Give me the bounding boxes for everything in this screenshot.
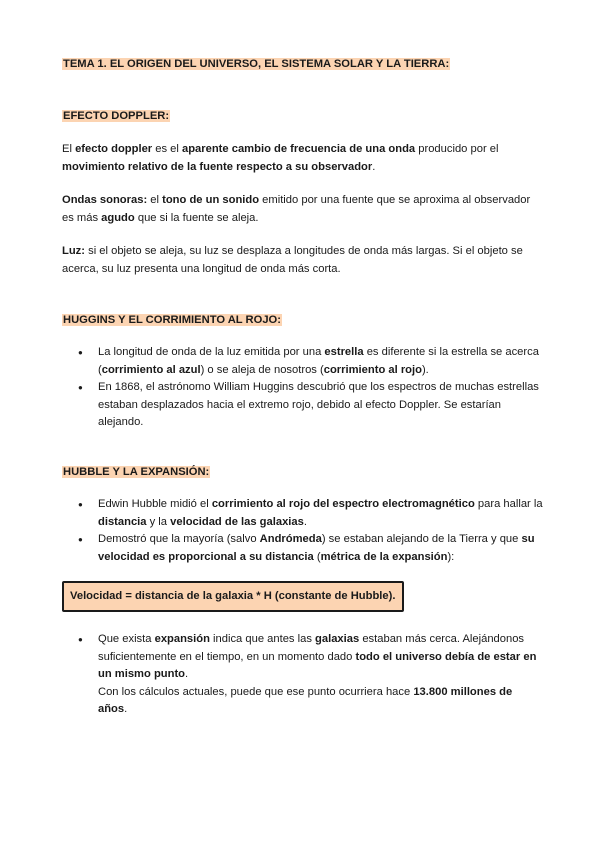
list-item: ● La longitud de onda de la luz emitida por una estrella es diferente si la estrella se acerca (corrimiento al azul) o se aleja de nosotros (corrimiento al rojo). bbox=[62, 344, 544, 379]
page-title: TEMA 1. EL ORIGEN DEL UNIVERSO, EL SISTEMA SOLAR Y LA TIERRA: bbox=[63, 58, 450, 70]
list-item: ● Demostró que la mayoría (salvo Andrómeda) se estaban alejando de la Tierra y que su velocidad es proporcional a su distancia (métrica de la expansión): bbox=[62, 531, 544, 566]
section-heading-hubble: HUBBLE Y LA EXPANSIÓN: bbox=[63, 466, 210, 478]
hubble-formula-box: Velocidad = distancia de la galaxia * H (constante de Hubble). bbox=[62, 581, 404, 612]
paragraph-doppler-definition: El efecto doppler es el aparente cambio de frecuencia de una onda producido por el movimiento relativo de la fuente respecto a su observador. bbox=[62, 143, 499, 173]
huggins-list bbox=[62, 344, 544, 432]
list-item: ● Que exista expansión indica que antes las galaxias estaban más cerca. Alejándonos suficientemente en el tiempo, en un momento dado todo el universo debía de estar en un mismo punto. Con los cálculos actuales, puede que ese punto ocurriera hace 13.800 millones de años. bbox=[62, 631, 544, 719]
list-item: ● Edwin Hubble midió el corrimiento al rojo del espectro electromagnético para hallar la distancia y la velocidad de las galaxias. bbox=[62, 496, 544, 531]
paragraph-sound-waves: Ondas sonoras: el tono de un sonido emitido por una fuente que se aproxima al observador es más agudo que si la fuente se aleja. bbox=[62, 194, 531, 224]
section-heading-huggins: HUGGINS Y EL CORRIMIENTO AL ROJO: bbox=[63, 314, 281, 326]
hubble-list-continued bbox=[62, 631, 544, 719]
hubble-list bbox=[62, 496, 544, 566]
paragraph-light: Luz: si el objeto se aleja, su luz se desplaza a longitudes de onda más largas. Si el objeto se acerca, su luz presenta una longitud de onda más corta. bbox=[62, 245, 523, 275]
section-heading-doppler: EFECTO DOPPLER: bbox=[63, 110, 170, 122]
list-item: ● En 1868, el astrónomo William Huggins descubrió que los espectros de muchas estrellas estaban desplazados hacia el extremo rojo, debido al efecto Doppler. Se estarían alejando. bbox=[62, 379, 544, 432]
